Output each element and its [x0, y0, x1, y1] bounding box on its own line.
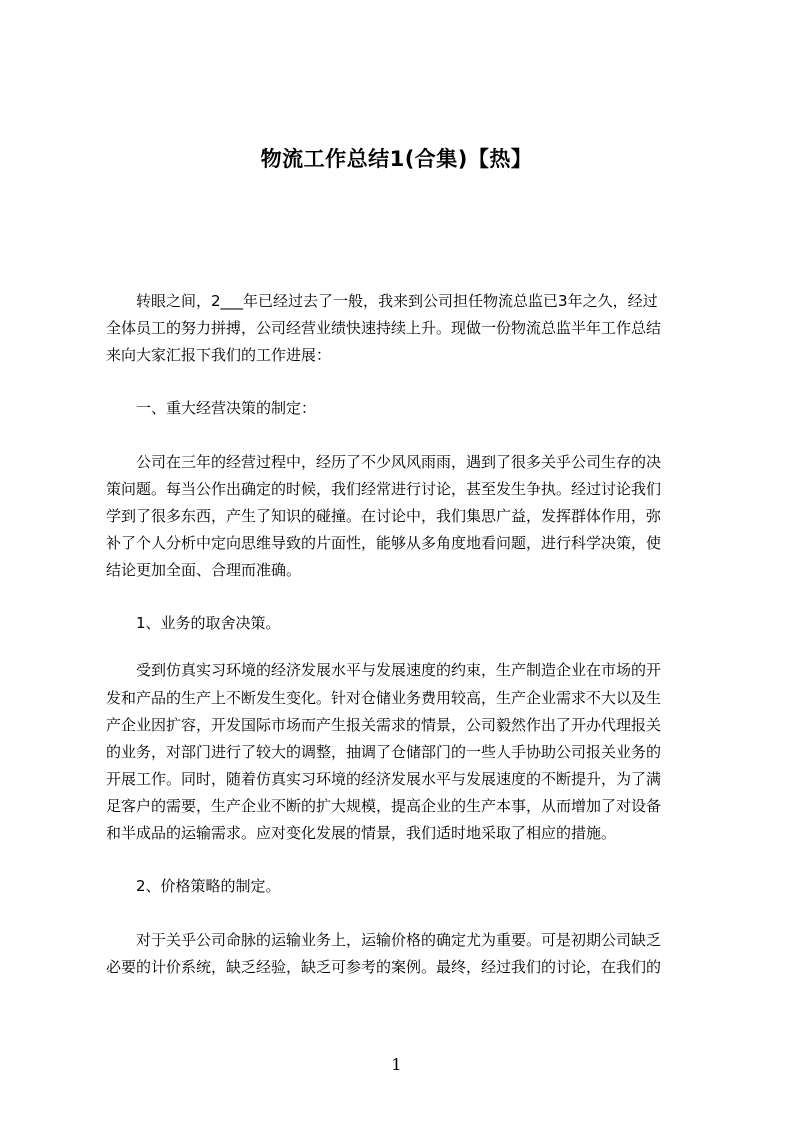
section-heading: 一、重大经营决策的制定： [106, 399, 317, 417]
body-line: 必要的计价系统，缺乏经验，缺乏可参考的案例。最终，经过我们的讨论，在我们的 [106, 958, 662, 976]
subsection-heading: 1、业务的取舍决策。 [106, 614, 281, 632]
body-line: 对于关乎公司命脉的运输业务上，运输价格的确定尤为重要。可是初期公司缺乏 [106, 931, 662, 949]
body-line: 受到仿真实习环境的经济发展水平与发展速度的约束，生产制造企业在市场的开 [106, 661, 662, 679]
body-line: 策问题。每当公作出确定的时候，我们经常进行讨论，甚至发生争执。经过讨论我们 [106, 480, 662, 498]
body-line: 开展工作。同时，随着仿真实习环境的经济发展水平与发展速度的不断提升，为了满 [106, 770, 662, 788]
body-line: 公司在三年的经营过程中，经历了不少风风雨雨，遇到了很多关乎公司生存的决 [106, 453, 662, 471]
subsection-heading: 2、价格策略的制定。 [106, 877, 281, 895]
page-number: 1 [391, 1055, 402, 1074]
body-line: 足客户的需要，生产企业不断的扩大规模，提高企业的生产本事，从而增加了对设备 [106, 797, 662, 815]
body-line: 产企业因扩容，开发国际市场而产生报关需求的情景，公司毅然作出了开办代理报关 [106, 716, 662, 734]
body-line: 和半成品的运输需求。应对变化发展的情景，我们适时地采取了相应的措施。 [106, 824, 617, 842]
intro-line: 全体员工的努力拼搏，公司经营业绩快速持续上升。现做一份物流总监半年工作总结 [106, 319, 662, 337]
body-line: 的业务，对部门进行了较大的调整，抽调了仓储部门的一些人手协助公司报关业务的 [106, 743, 662, 761]
body-line: 结论更加全面、合理而准确。 [106, 561, 302, 579]
body-line: 学到了很多东西，产生了知识的碰撞。在讨论中，我们集思广益，发挥群体作用，弥 [106, 507, 662, 525]
body-line: 发和产品的生产上不断发生变化。针对仓储业务费用较高，生产企业需求不大以及生 [106, 689, 662, 707]
document-title: 物流工作总结1(合集)【热】 [260, 147, 533, 171]
intro-line: 转眼之间，2___年已经过去了一般，我来到公司担任物流总监已3年之久，经过 [106, 292, 658, 310]
body-line: 补了个人分析中定向思维导致的片面性，能够从多角度地看问题，进行科学决策，使 [106, 534, 662, 552]
intro-line: 来向大家汇报下我们的工作进展： [106, 346, 332, 364]
